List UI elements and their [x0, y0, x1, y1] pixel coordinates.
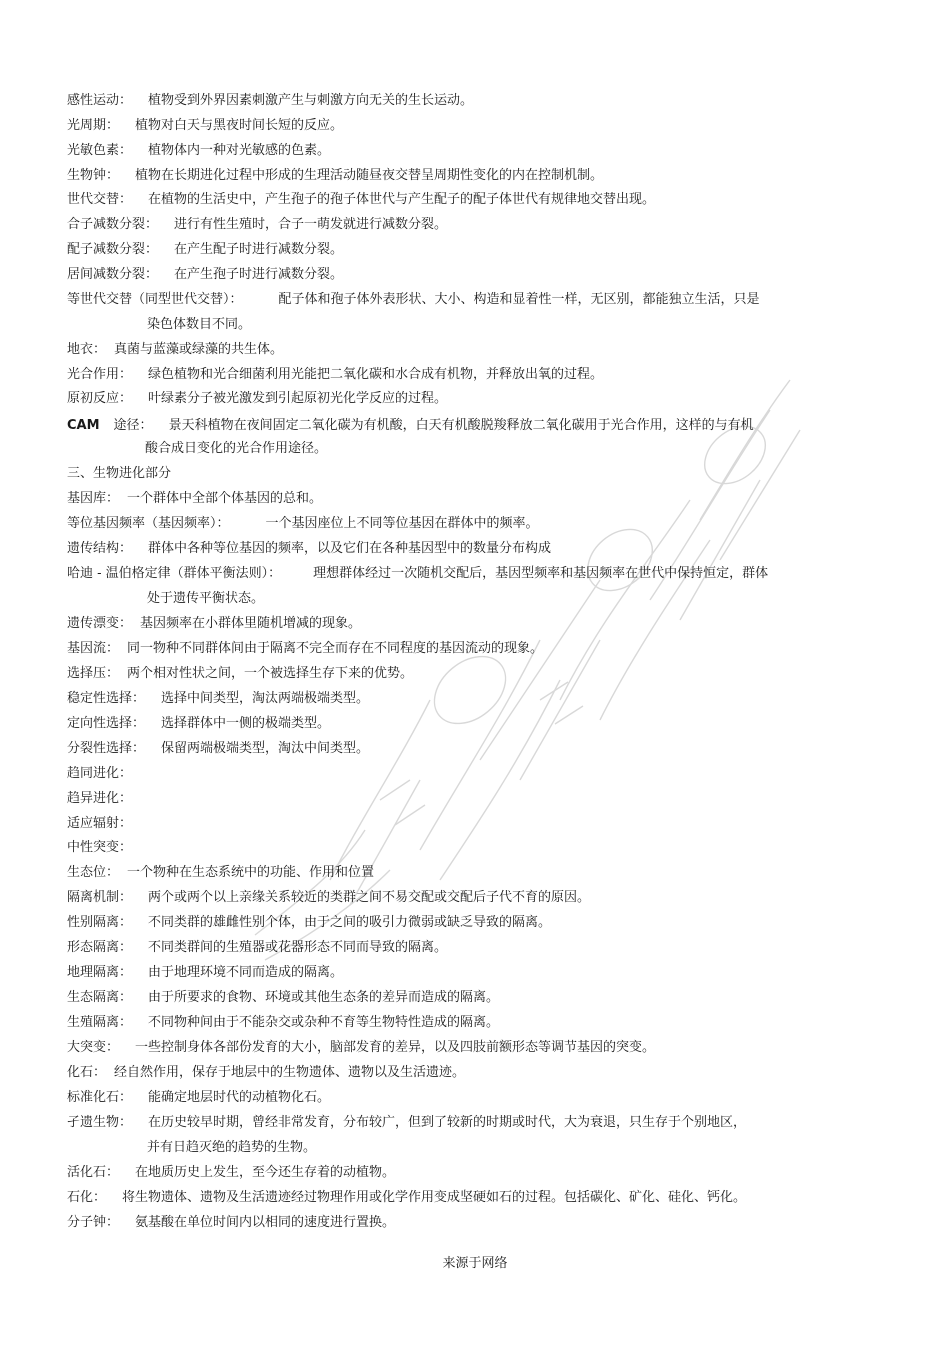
entry-definition: 将生物遗体、遗物及生活遗迹经过物理作用或化学作用变成坚硬如石的过程。包括碳化、矿化、硅化、钙化。 — [122, 1190, 747, 1205]
entry-definition: 选择群体中一侧的极端类型。 — [161, 716, 331, 731]
entry-row — [67, 192, 837, 208]
entry-definition: 不同物种间由于不能杂交或杂种不育等生物特性造成的隔离。 — [148, 1015, 500, 1030]
entry-term: 大突变： — [67, 1040, 120, 1055]
entry-term: 生态隔离： — [67, 990, 133, 1005]
entry-definition: 进行有性生殖时，合子一萌发就进行减数分裂。 — [174, 217, 448, 232]
entry-term: 原初反应： — [67, 391, 133, 406]
entry-definition: 配子体和孢子体外表形状、大小、构造和显着性一样，无区别，都能独立生活，只是 — [278, 292, 760, 307]
entry-term: 地理隔离： — [67, 965, 133, 980]
entry-definition: 一个物种在生态系统中的功能、作用和位置 — [127, 865, 375, 880]
entry-row — [67, 566, 837, 582]
entry-term: 生态位： — [67, 865, 120, 880]
entry-definition: 能确定地层时代的动植物化石。 — [148, 1090, 331, 1105]
entry-definition: 植物受到外界因素刺激产生与刺激方向无关的生长运动。 — [148, 93, 474, 108]
entry-term: 光周期： — [67, 118, 120, 133]
entry-term: CAM — [67, 418, 100, 433]
entry-definition: 理想群体经过一次随机交配后，基因型频率和基因频率在世代中保持恒定，群体 — [313, 566, 769, 581]
entry-term: 趋异进化： — [67, 791, 133, 806]
entry-definition: 植物在长期进化过程中形成的生理活动随昼夜交替呈周期性变化的内在控制机制。 — [135, 168, 604, 183]
entry-definition: 选择中间类型，淘汰两端极端类型。 — [161, 691, 370, 706]
entry-definition: 在历史较早时期，曾经非常发育，分布较广，但到了较新的时期或时代，大为衰退，只生存于个别地区， — [148, 1115, 747, 1130]
section-title: 三、生物进化部分 — [67, 466, 172, 481]
entry-row — [67, 1090, 837, 1106]
entry-row — [67, 367, 837, 383]
entry-row — [67, 1215, 837, 1231]
entry-definition: 由于所要求的食物、环境或其他生态条的差异而造成的隔离。 — [148, 990, 500, 1005]
entry-term: 稳定性选择： — [67, 691, 146, 706]
entry-row — [67, 816, 837, 832]
entry-definition: 在植物的生活史中，产生孢子的孢子体世代与产生配子的配子体世代有规律地交替出现。 — [148, 192, 656, 207]
entry-term: 形态隔离： — [67, 940, 133, 955]
entry-term: 孑遗生物： — [67, 1115, 133, 1130]
entry-term: 哈迪 - 温伯格定律（群体平衡法则）： — [67, 566, 282, 581]
entry-term: 配子减数分裂： — [67, 242, 159, 257]
entry-definition: 在地质历史上发生，至今还生存着的动植物。 — [135, 1165, 396, 1180]
entry-row — [67, 1190, 837, 1206]
entry-definition: 氨基酸在单位时间内以相同的速度进行置换。 — [135, 1215, 396, 1230]
entry-row — [67, 741, 837, 757]
entry-definition: 群体中各种等位基因的频率，以及它们在各种基因型中的数量分布构成 — [148, 541, 552, 556]
entry-definition: 绿色植物和光合细菌利用光能把二氧化碳和水合成有机物，并释放出氧的过程。 — [148, 367, 604, 382]
entry-row — [67, 940, 837, 956]
entry-definition: 经自然作用，保存于地层中的生物遗体、遗物以及生活遗迹。 — [114, 1065, 466, 1080]
entry-row — [67, 418, 837, 434]
entry-row — [67, 143, 837, 159]
entry-term: 分裂性选择： — [67, 741, 146, 756]
entry-row — [67, 1015, 837, 1031]
entry-term: 分子钟： — [67, 1215, 120, 1230]
entry-definition: 保留两端极端类型，淘汰中间类型。 — [161, 741, 370, 756]
entry-term: 遗传结构： — [67, 541, 133, 556]
entry-definition: 两个相对性状之间，一个被选择生存下来的优势。 — [127, 666, 414, 681]
entry-term: 地衣： — [67, 342, 107, 357]
entry-row — [67, 541, 837, 557]
entry-definition: 两个或两个以上亲缘关系较近的类群之间不易交配或交配后子代不育的原因。 — [148, 890, 591, 905]
entry-term: 中性突变： — [67, 840, 133, 855]
entry-term: 感性运动： — [67, 93, 133, 108]
entry-term: 性别隔离： — [67, 915, 133, 930]
entry-row — [67, 691, 837, 707]
entry-definition: 真菌与蓝藻或绿藻的共生体。 — [114, 342, 284, 357]
page-footer: 来源于网络 — [442, 1256, 508, 1271]
entry-row — [67, 391, 837, 407]
entry-continuation: 处于遗传平衡状态。 — [147, 591, 265, 606]
entry-row — [67, 840, 837, 856]
entry-term: 居间减数分裂： — [67, 267, 159, 282]
entry-term: 标准化石： — [67, 1090, 133, 1105]
entry-row — [67, 1165, 837, 1181]
entry-term: 适应辐射： — [67, 816, 133, 831]
entry-term: 生殖隔离： — [67, 1015, 133, 1030]
entry-row — [67, 168, 837, 184]
entry-row — [67, 965, 837, 981]
entry-definition: 叶绿素分子被光激发到引起原初光化学反应的过程。 — [148, 391, 448, 406]
entry-continuation: 并有日趋灭绝的趋势的生物。 — [147, 1140, 317, 1155]
entry-row — [67, 865, 837, 881]
entry-definition: 一个群体中全部个体基因的总和。 — [127, 491, 323, 506]
entry-definition: 同一物种不同群体间由于隔离不完全而存在不同程度的基因流动的现象。 — [127, 641, 544, 656]
entry-term: 隔离机制： — [67, 890, 133, 905]
entry-term: 基因库： — [67, 491, 120, 506]
entry-definition: 景天科植物在夜间固定二氧化碳为有机酸，白天有机酸脱羧释放二氧化碳用于光合作用，这样的与有机 — [168, 418, 754, 433]
entry-row — [67, 915, 837, 931]
entry-term: 光敏色素： — [67, 143, 133, 158]
entry-term: 趋同进化： — [67, 766, 133, 781]
entry-term: 光合作用： — [67, 367, 133, 382]
entry-row — [67, 118, 837, 134]
entry-term: 世代交替： — [67, 192, 133, 207]
entry-row — [67, 1040, 837, 1056]
entry-definition: 一个基因座位上不同等位基因在群体中的频率。 — [265, 516, 539, 531]
entry-term: 定向性选择： — [67, 716, 146, 731]
entry-definition: 由于地理环境不同而造成的隔离。 — [148, 965, 344, 980]
entry-term: 合子减数分裂： — [67, 217, 159, 232]
entry-continuation: 酸合成日变化的光合作用途径。 — [145, 441, 328, 456]
entry-row — [67, 666, 837, 682]
entry-definition: 不同类群间的生殖器或花器形态不同而导致的隔离。 — [148, 940, 448, 955]
entry-row — [67, 616, 837, 632]
entry-definition: 基因频率在小群体里随机增减的现象。 — [140, 616, 362, 631]
entry-term: 选择压： — [67, 666, 120, 681]
entry-row — [67, 791, 837, 807]
entry-continuation: 染色体数目不同。 — [147, 317, 252, 332]
entry-term: 遗传漂变： — [67, 616, 133, 631]
entry-term-suffix: 途径： — [113, 418, 153, 433]
entry-row — [67, 217, 837, 233]
entry-row — [67, 342, 837, 358]
entry-definition: 不同类群的雄雌性别个体，由于之间的吸引力微弱或缺乏导致的隔离。 — [148, 915, 552, 930]
entry-term: 基因流： — [67, 641, 120, 656]
entry-row — [67, 491, 837, 507]
entry-term: 生物钟： — [67, 168, 120, 183]
entry-row — [67, 716, 837, 732]
entry-term: 石化： — [67, 1190, 107, 1205]
entry-row — [67, 516, 837, 532]
entry-definition: 一些控制身体各部份发育的大小，脑部发育的差异，以及四肢前额形态等调节基因的突变。 — [135, 1040, 656, 1055]
entry-definition: 在产生配子时进行减数分裂。 — [174, 242, 344, 257]
entry-term: 活化石： — [67, 1165, 120, 1180]
entry-row — [67, 766, 837, 782]
entry-term: 等位基因频率（基因频率）： — [67, 516, 230, 531]
entry-row — [67, 890, 837, 906]
entry-row — [67, 242, 837, 258]
entry-row — [67, 990, 837, 1006]
entry-definition: 植物对白天与黑夜时间长短的反应。 — [135, 118, 344, 133]
entry-row — [67, 292, 837, 308]
entry-term: 化石： — [67, 1065, 107, 1080]
entry-definition: 在产生孢子时进行减数分裂。 — [174, 267, 344, 282]
entry-row — [67, 267, 837, 283]
entry-row — [67, 641, 837, 657]
entry-row — [67, 93, 837, 109]
entry-term: 等世代交替（同型世代交替）： — [67, 292, 243, 307]
entry-row — [67, 1115, 837, 1131]
entry-row — [67, 1065, 837, 1081]
entry-definition: 植物体内一种对光敏感的色素。 — [148, 143, 331, 158]
